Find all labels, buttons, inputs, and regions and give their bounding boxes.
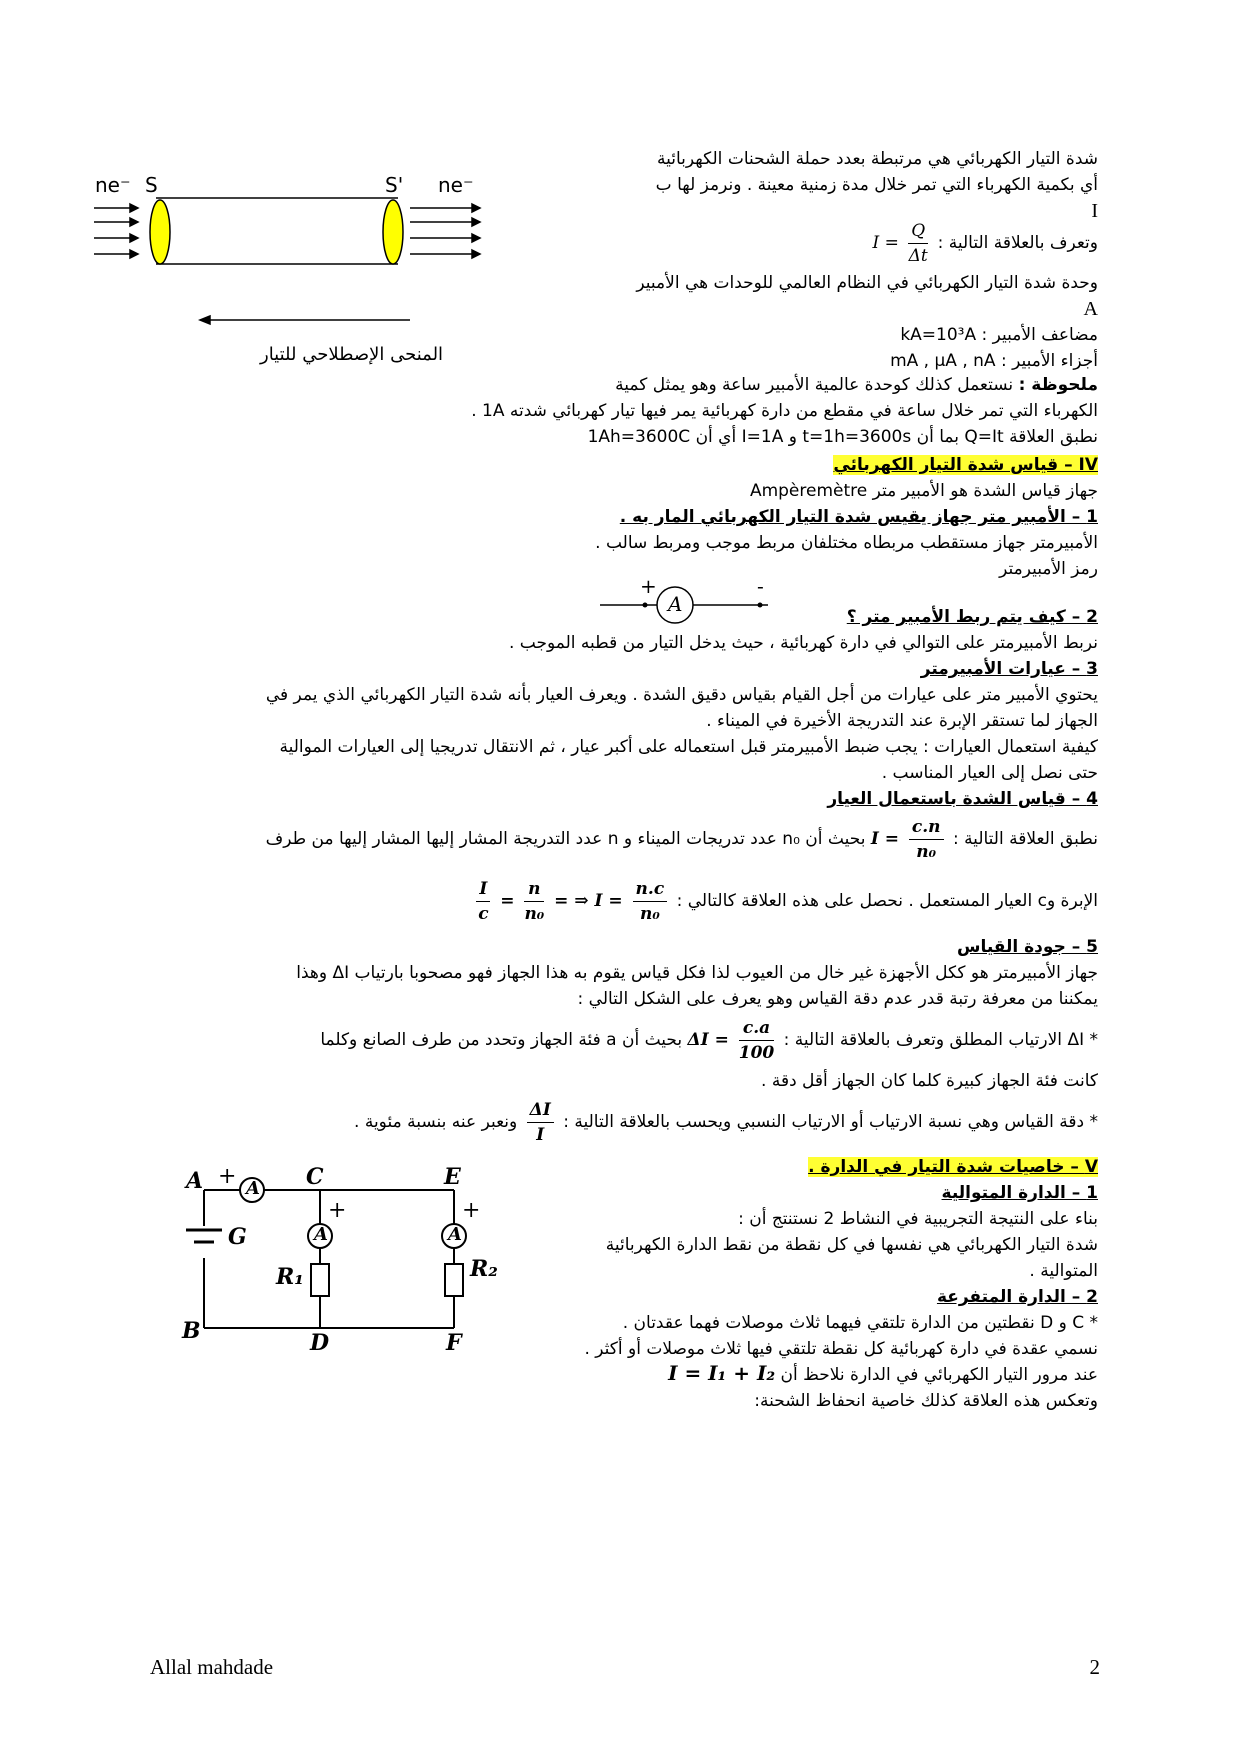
text-line: نسمي عقدة في دارة كهربائية كل نقطة تلتقي فيها ثلاث موصلات أو أكثر . xyxy=(584,1339,1098,1359)
subheading-1: 1 – الأمبير متر جهاز يقيس شدة التيار الكهربائي المار به . xyxy=(619,507,1098,527)
conductor-diagram xyxy=(80,170,520,370)
text-line: الجهاز لما تستقر الإبرة عند التدريجة الأخيرة في الميناء . xyxy=(706,711,1098,731)
text-line: الكهرباء التي تمر خلال ساعة في مقطع من دارة كهربائية يمر فيها تيار كهربائي شدته 1A . xyxy=(471,401,1098,421)
relative-uncertainty-equation: $\frac{\Delta I}{I}$ xyxy=(523,1092,558,1152)
label-s-prime: S' xyxy=(385,173,404,197)
text-line: بناء على النتيجة التجريبية في النشاط 2 نستنتج أن : xyxy=(738,1209,1098,1229)
absolute-uncertainty-equation: ΔI = $\frac{c.a}{100}$ xyxy=(687,1018,775,1063)
caliber-formula-line: نطبق العلاقة التالية : I = $\frac{c.n}{\text{n₀}}$ بحيث أن n₀ عدد تدريجات الميناء و n عدد التدريجة المشار إليها المشار إليها من طرف xyxy=(266,810,1098,868)
conductor-figure xyxy=(80,170,520,370)
text-line: وتعكس هذه العلاقة كذلك خاصية انحفاظ الشحنة: xyxy=(754,1391,1098,1411)
ammeter-symbol: A + - xyxy=(600,574,780,624)
caliber-equation: I = $\frac{c.n}{\text{n₀}}$ xyxy=(871,810,948,868)
ammeter-branch-1: A xyxy=(314,1224,328,1245)
text-line: كيفية استعمال العيارات : يجب ضبط الأمبيرمتر قبل استعماله على أكبر عيار ، ثم الانتقال تدريجيا إلى العيارات الموالية xyxy=(279,737,1098,757)
section-s-prime xyxy=(383,200,403,264)
node-a: A xyxy=(186,1168,204,1194)
text-line: مضاعف الأمبير : kA=10³A xyxy=(900,325,1098,345)
subheading-3: 3 – عيارات الأمبيرمتر xyxy=(920,659,1098,679)
section-heading-iv: IV – قياس شدة التيار الكهربائي xyxy=(833,455,1098,475)
text-line: * C و D نقطتين من الدارة تلتقي فيهما ثلاث موصلات فهما عقدتان . xyxy=(622,1313,1098,1333)
text-line: شدة التيار الكهربائي هي مرتبطة بعدد حملة الشحنات الكهربائية xyxy=(657,149,1098,169)
text-line: يمكننا من معرفة رتبة قدر عدم دقة القياس وهو يعرف على الشكل التالي : xyxy=(577,989,1098,1009)
text-line: الأمبيرمتر جهاز مستقطب مربطاه مختلفان مربط موجب ومربط سالب . xyxy=(595,533,1098,553)
subheading-series: 1 – الدارة المتوالية xyxy=(941,1183,1098,1203)
text-line: حتى نصل إلى العيار المناسب . xyxy=(881,763,1098,783)
relative-uncertainty-line: * دقة القياس وهي نسبة الارتياب أو الارتياب النسبي ويحسب بالعلاقة التالية : $\frac{\Delta I}{I}$ ونعبر عنه بنسبة مئوية . xyxy=(354,1092,1098,1152)
text-line: أجزاء الأمبير : mA , µA , nA xyxy=(890,351,1098,371)
text-line: جهاز قياس الشدة هو الأمبير متر Ampèremètre xyxy=(749,481,1098,501)
conventional-direction-caption: المنحى الإصطلاحي للتيار xyxy=(260,344,444,365)
subheading-4: 4 – قياس الشدة باستعمال العيار xyxy=(827,789,1098,809)
resistor-r1: R₁ xyxy=(276,1264,304,1290)
node-e: E xyxy=(444,1164,461,1190)
section-s xyxy=(150,200,170,264)
current-definition: وتعرف بالعلاقة التالية : I = $\frac{Q}{\Delta t}$ xyxy=(872,218,1098,268)
footer-author: Allal mahdade xyxy=(150,1655,274,1679)
page-number: 2 xyxy=(1089,1655,1100,1679)
ammeter-main: A xyxy=(246,1178,260,1199)
node-d: D xyxy=(310,1330,330,1356)
text-line: رمز الأمبيرمتر xyxy=(999,559,1098,579)
subheading-2: 2 – كيف يتم ربط الأمبير متر ؟ xyxy=(846,607,1098,627)
text-line: يحتوي الأمبير متر على عيارات من أجل القيام بقياس دقيق الشدة . ويعرف العيار بأنه شدة التيار الكهربائي الذي يمر في xyxy=(265,685,1098,705)
generator-label: G xyxy=(228,1224,247,1250)
text-line: وحدة شدة التيار الكهربائي في النظام العالمي للوحدات هي الأمبير xyxy=(636,273,1098,293)
text-line: I xyxy=(1091,200,1098,222)
current-equation: I = $\frac{Q}{\Delta t}$ xyxy=(872,221,928,266)
label-ne-left: ne⁻ xyxy=(95,173,131,197)
text-line: نربط الأمبيرمتر على التوالي في دارة كهربائية ، حيث يدخل التيار من قطبه الموجب . xyxy=(508,633,1098,653)
text-line: A xyxy=(1083,298,1098,320)
junction-law-line: عند مرور التيار الكهربائي في الدارة نلاحظ أن I = I₁ + I₂ xyxy=(668,1361,1098,1385)
remark-line: ملحوظة : نستعمل كذلك كوحدة عالمية الأمبير ساعة وهو يمثل كمية xyxy=(615,375,1098,395)
junction-law-equation: I = I₁ + I₂ xyxy=(668,1361,776,1385)
derivation-equation: $\frac{I}{c}$ = $\frac{n}{\text{n₀}}$ = ⇒ I = $\frac{n.c}{\text{n₀}}$ xyxy=(472,870,671,932)
text-line: كانت فئة الجهاز كبيرة كلما كان الجهاز أقل دقة . xyxy=(761,1071,1098,1091)
text-line: جهاز الأمبيرمتر هو ككل الأجهزة غير خال من العيوب لذا فكل قياس يقوم به هذا الجهاز فهو مصحوبا بارتياب ΔI وهذا xyxy=(296,963,1098,983)
subheading-5: 5 – جودة القياس xyxy=(957,937,1098,957)
resistor-r2: R₂ xyxy=(470,1256,498,1282)
label-ne-right: ne⁻ xyxy=(438,173,474,197)
text-line: أي بكمية الكهرباء التي تمر خلال مدة زمنية معينة . ونرمز لها ب xyxy=(655,175,1098,195)
subheading-parallel: 2 – الدارة المتفرعة xyxy=(936,1287,1098,1307)
ammeter-branch-2: A xyxy=(448,1224,462,1245)
node-b: B xyxy=(182,1318,201,1344)
node-c: C xyxy=(306,1164,324,1190)
node-f: F xyxy=(446,1330,462,1356)
label-s: S xyxy=(145,173,158,197)
text-line: المتوالية . xyxy=(1029,1261,1098,1281)
section-heading-v: V – خاصيات شدة التيار في الدارة . xyxy=(808,1157,1098,1177)
text-line: شدة التيار الكهربائي هي نفسها في كل نقطة من نقط الدارة الكهربائية xyxy=(605,1235,1098,1255)
derivation-line: الإبرة وc العيار المستعمل . نحصل على هذه العلاقة كالتالي : $\frac{I}{c}$ = $\frac{n}{\text{n₀}}$ = ⇒ I = $\frac{n.c}{\text{n₀}}$ xyxy=(472,870,1098,932)
absolute-uncertainty-line: * ΔI الارتياب المطلق وتعرف بالعلاقة التالية : ΔI = $\frac{c.a}{100}$ بحيث أن a فئة الجهاز وتحدد من طرف الصانع وكلما xyxy=(320,1010,1098,1070)
text-line: نطبق العلاقة Q=It بما أن t=1h=3600s و I=1A أي أن 1Ah=3600C xyxy=(587,427,1098,447)
parallel-circuit-diagram: A + A C E + + A A G R₁ R₂ B D F xyxy=(182,1164,498,1356)
